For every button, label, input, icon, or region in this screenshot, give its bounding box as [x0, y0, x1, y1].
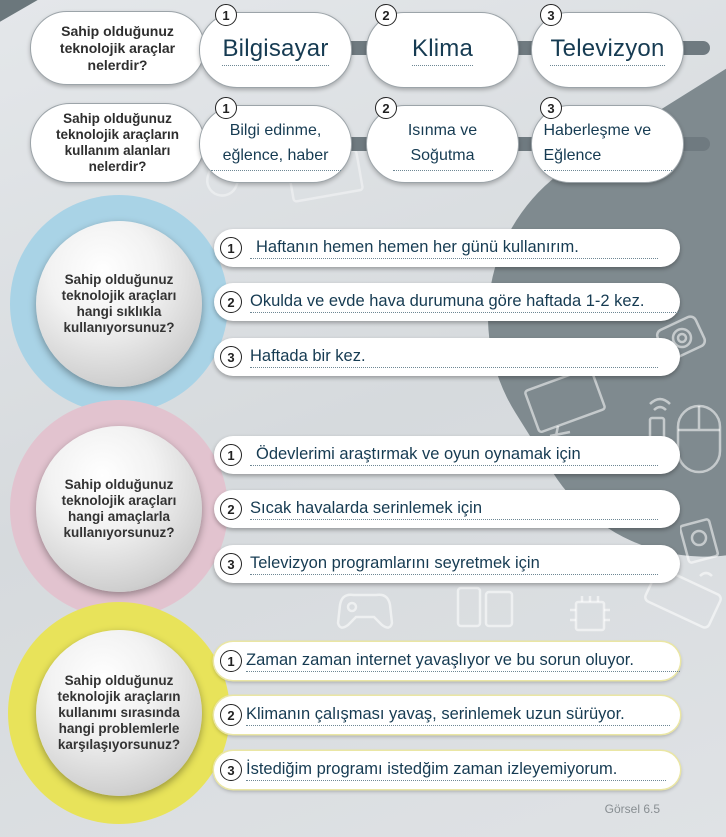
question-sphere — [36, 221, 202, 387]
number-badge: 3 — [220, 346, 242, 368]
section-problems — [0, 600, 726, 835]
question-text: Sahip olduğunuz teknolojik araçları hangi amaçlarla kullanıyorsunuz? — [61, 477, 177, 540]
question-sphere — [36, 426, 202, 592]
number-badge: 3 — [540, 97, 562, 119]
number-badge: 1 — [220, 650, 242, 672]
question-text: Sahip olduğunuz teknolojik araçları hangi sıklıkla kullanıyorsunuz? — [61, 272, 177, 335]
answer-text: Klimanın çalışması yavaş, serinlemek uzun sürüyor. — [246, 705, 670, 726]
answer-bar — [214, 545, 680, 583]
question-pill — [30, 11, 205, 85]
number-badge: 2 — [220, 498, 242, 520]
question-text: Sahip olduğunuz teknolojik araçların kullanım alanları nelerdir? — [55, 111, 180, 174]
answer-text: Haftada bir kez. — [250, 347, 658, 368]
answer-bar — [214, 751, 680, 789]
number-badge: 3 — [540, 4, 562, 26]
number-badge: 3 — [220, 553, 242, 575]
top-row-usage-areas — [30, 100, 720, 183]
answer-text: Isınma ve Soğutma — [393, 118, 493, 171]
answer-text: Bilgi edinme, eğlence, haber — [211, 118, 341, 171]
number-badge: 2 — [375, 97, 397, 119]
answer-bar — [214, 338, 680, 376]
number-badge: 3 — [220, 759, 242, 781]
question-pill — [30, 103, 205, 183]
section-purposes — [0, 400, 726, 620]
number-badge: 2 — [220, 704, 242, 726]
answer-bar — [214, 283, 680, 321]
answer-text: Klima — [412, 35, 473, 66]
number-badge: 1 — [215, 97, 237, 119]
answer-bar — [214, 490, 680, 528]
answer-bar — [214, 642, 680, 680]
answer-text: Televizyon — [550, 35, 664, 66]
answer-text: Okulda ve evde hava durumuna göre haftada 1-2 kez. — [250, 292, 680, 313]
section-frequency — [0, 195, 726, 415]
number-badge: 1 — [220, 444, 242, 466]
answer-text: Haftanın hemen hemen her günü kullanırım. — [250, 238, 658, 259]
top-row-devices — [30, 7, 720, 86]
answer-text: Televizyon programlarını seyretmek için — [250, 554, 658, 575]
figure-caption: Görsel 6.5 — [604, 802, 660, 816]
answer-bar — [214, 436, 680, 474]
answer-text: Bilgisayar — [222, 35, 328, 66]
answer-bar — [214, 696, 680, 734]
answer-text: Sıcak havalarda serinlemek için — [250, 499, 658, 520]
question-sphere — [36, 630, 202, 796]
answer-text: Zaman zaman internet yavaşlıyor ve bu sorun oluyor. — [246, 651, 680, 672]
question-text: Sahip olduğunuz teknolojik araçlar nelerdir? — [59, 22, 176, 73]
number-badge: 2 — [375, 4, 397, 26]
answer-text: Haberleşme ve Eğlence — [544, 118, 672, 171]
number-badge: 1 — [215, 4, 237, 26]
answer-bar — [214, 229, 680, 267]
answer-text: İstediğim programı istedğim zaman izleyemiyorum. — [246, 760, 666, 781]
number-badge: 2 — [220, 291, 242, 313]
answer-text: Ödevlerimi araştırmak ve oyun oynamak için — [250, 445, 658, 466]
question-text: Sahip olduğunuz teknolojik araçların kullanımı sırasında hangi problemlerle karşılaşıyorsunuz? — [57, 673, 181, 752]
number-badge: 1 — [220, 237, 242, 259]
